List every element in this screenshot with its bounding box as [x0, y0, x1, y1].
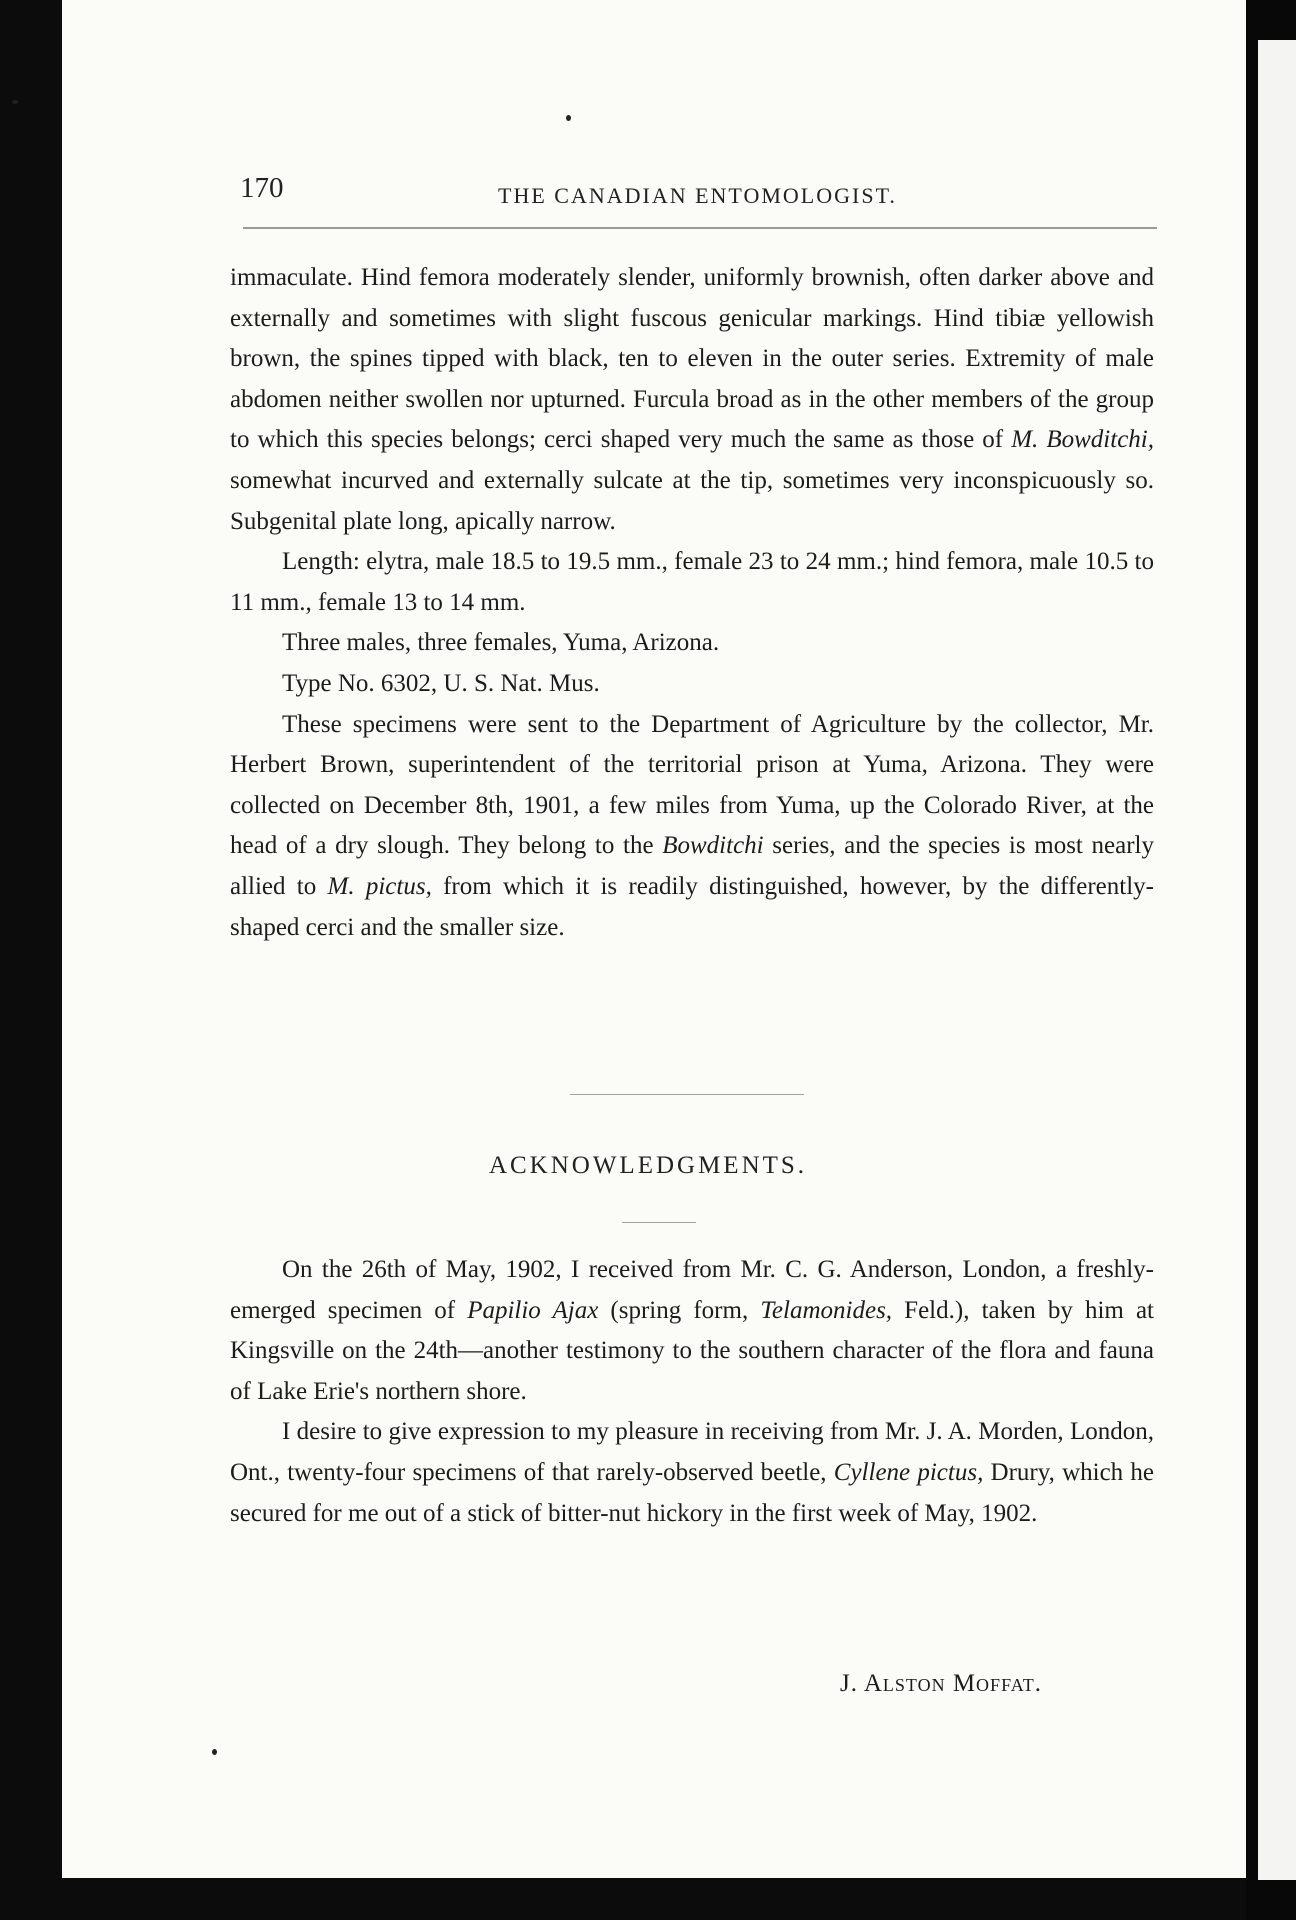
description-paragraph — [230, 258, 1154, 542]
header-rule — [243, 227, 1157, 229]
species-name: Telamonides, — [760, 1296, 893, 1324]
scan-speck — [566, 115, 571, 121]
paragraph-text: Feld.), taken by him at Kingsville on the 24th—another testimony to the southern character of the flora and fauna of Lake Erie's northern shore. — [230, 1296, 1154, 1405]
species-name: M. pictus, — [327, 872, 432, 900]
scan-speck — [12, 100, 18, 104]
paragraph-text: (spring form, — [598, 1296, 761, 1324]
acknowledgments-body — [230, 1250, 1154, 1534]
species-name: Cyllene pictus, — [833, 1458, 984, 1486]
paragraph-text: from which it is readily distinguished, however, by the differently-shaped cerci and the smaller size. — [230, 872, 1154, 941]
species-name: Bowditchi — [662, 832, 764, 860]
paragraph-text: immaculate. Hind femora moderately slender, uniformly brownish, often darker above and externally and sometimes with slight fuscous genicular markings. Hind tibiæ yellowish brown, the spines tipped with black, ten to eleven in the outer series. Extremity of male abdomen neither swollen nor upturned. Furcula broad as in the other members of the group to which this species belongs; cerci shaped very much the same as those of — [230, 264, 1154, 454]
scan-speck — [212, 1749, 217, 1755]
ack-paragraph — [230, 1250, 1154, 1412]
type-paragraph: Type No. 6302, U. S. Nat. Mus. — [282, 669, 600, 697]
paragraph-text: Drury, which he secured for me out of a stick of bitter-nut hickory in the first week of May, 1902. — [230, 1458, 1154, 1527]
paragraph-text: These specimens were sent to the Department of Agriculture by the collector, Mr. Herbert Brown, superintendent of the territorial prison at Yuma, Arizona. They were collected on December 8th, 1901, a few miles from Yuma, up the Colorado River, at the head of a dry slough. They belong to the — [230, 710, 1154, 860]
paragraph-text: I desire to give expression to my pleasure in receiving from Mr. J. A. Morden, London, Ont., twenty-four specimens of that rarely-observed beetle, — [230, 1418, 1154, 1486]
collection-paragraph — [230, 705, 1154, 949]
paragraph-text: somewhat incurved and externally sulcate at the tip, sometimes very inconspicuously so. Subgenital plate long, apically narrow. — [230, 466, 1154, 535]
species-description — [230, 258, 1154, 948]
section-divider — [570, 1094, 804, 1095]
paragraph-text: On the 26th of May, 1902, I received from Mr. C. G. Anderson, London, a freshly-emerged specimen of — [230, 1256, 1154, 1324]
species-name: Papilio Ajax — [467, 1296, 599, 1324]
adjacent-page-edge — [1258, 40, 1296, 1880]
species-name: M. Bowditchi, — [1011, 426, 1154, 454]
page-number: 170 — [240, 172, 284, 204]
ack-paragraph — [230, 1412, 1154, 1534]
heading-underline — [622, 1222, 696, 1223]
measurements-paragraph: Length: elytra, male 18.5 to 19.5 mm., female 23 to 24 mm.; hind femora, male 10.5 to 11 mm., female 13 to 14 mm. — [230, 548, 1154, 616]
specimens-paragraph: Three males, three females, Yuma, Arizona. — [282, 629, 720, 657]
paragraph-text: series, and the species is most nearly allied to — [230, 832, 1154, 900]
section-heading: ACKNOWLEDGMENTS. — [488, 1152, 808, 1179]
running-title: THE CANADIAN ENTOMOLOGIST. — [498, 183, 897, 208]
author-signature: J. Alston Moffat. — [840, 1670, 1042, 1697]
